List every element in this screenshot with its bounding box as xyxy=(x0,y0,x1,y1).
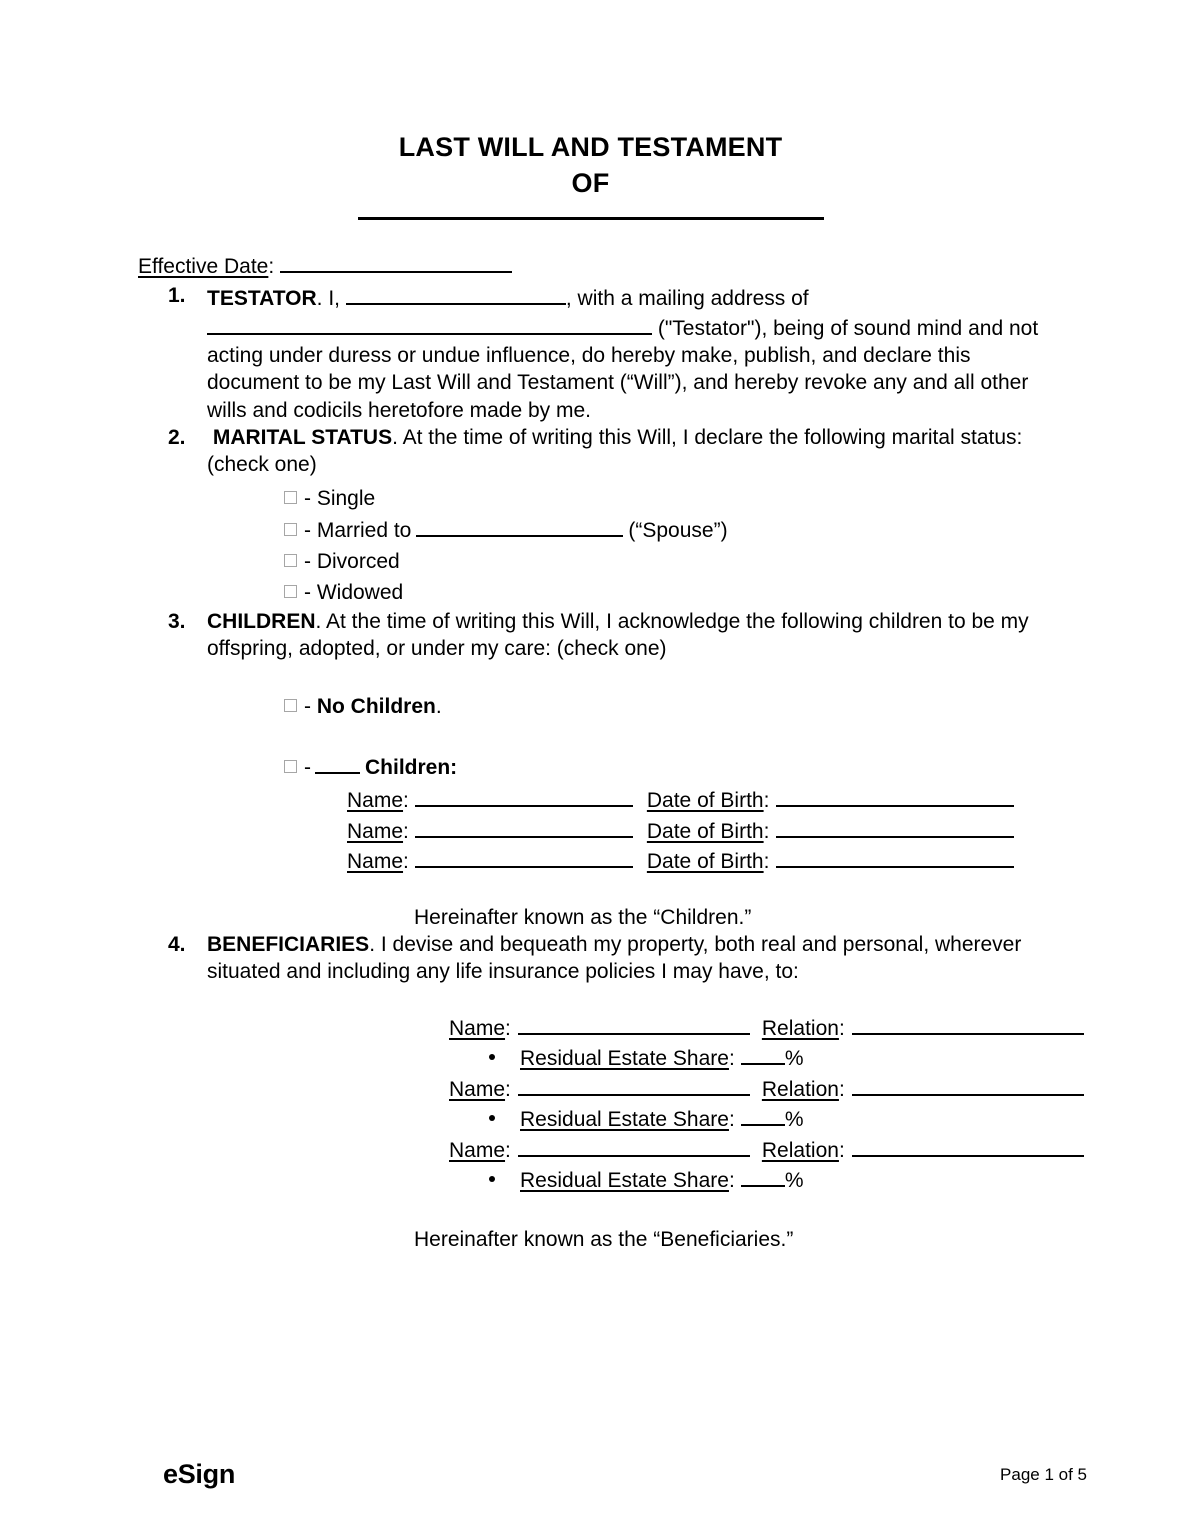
beneficiary-name-row xyxy=(449,1012,1181,1043)
clause-testator-text-d: and not acting under duress or undue influence, do hereby make, publish, and declare this document to be my Last Will and Testament (“Will”), and hereby revoke any and all other wills and codicils heretofore made by me. xyxy=(207,316,1039,422)
testator-name-blank[interactable] xyxy=(346,282,566,305)
marital-option-spouse-suffix: (“Spouse”) xyxy=(628,518,728,542)
clause-beneficiaries xyxy=(0,931,1181,1253)
beneficiary-relation-colon: : xyxy=(838,1077,845,1101)
beneficiary-name-row xyxy=(449,1134,1181,1165)
clause-testator xyxy=(0,282,1181,424)
beneficiary-share-percent: % xyxy=(784,1108,804,1132)
clause-testator-heading: TESTATOR xyxy=(207,286,317,310)
children-option-none[interactable] xyxy=(284,693,1181,721)
clause-testator-text-a: . I, xyxy=(316,286,341,310)
children-count-blank[interactable] xyxy=(315,751,360,774)
clause-testator-text-b: , with a mailing address of xyxy=(565,286,809,310)
clause-beneficiaries-heading: BENEFICIARIES xyxy=(207,933,370,957)
marital-option-widowed-label: - Widowed xyxy=(304,580,404,604)
effective-date-row xyxy=(138,250,1181,281)
beneficiary-share-label: Residual Estate Share xyxy=(520,1108,729,1132)
beneficiary-relation-label: Relation xyxy=(761,1077,839,1101)
beneficiary-relation-blank[interactable] xyxy=(852,1134,1084,1157)
children-option-none-label: No Children xyxy=(316,694,436,718)
beneficiary-name-label: Name xyxy=(449,1077,506,1101)
beneficiary-rows xyxy=(449,1012,1181,1195)
beneficiary-share-blank[interactable] xyxy=(741,1164,785,1187)
child-row xyxy=(347,784,1181,815)
spacer xyxy=(207,721,1181,751)
clause-children-body xyxy=(207,608,1181,663)
child-dob-label: Date of Birth xyxy=(646,789,764,813)
child-dob-colon: : xyxy=(763,819,770,843)
children-option-count[interactable] xyxy=(284,751,1181,782)
clause-list xyxy=(0,282,1181,1253)
marital-option-widowed[interactable] xyxy=(284,577,1181,608)
beneficiary-name-colon: : xyxy=(505,1016,511,1040)
effective-date-label: Effective Date xyxy=(138,255,269,279)
testator-name-title-blank[interactable] xyxy=(358,217,824,220)
checkbox-icon[interactable] xyxy=(284,554,297,567)
child-name-blank[interactable] xyxy=(415,845,633,868)
beneficiary-share-label: Residual Estate Share xyxy=(520,1169,729,1193)
checkbox-icon[interactable] xyxy=(284,585,297,598)
child-name-label: Name xyxy=(347,789,404,813)
clause-marital-status xyxy=(0,424,1181,608)
document-title-block xyxy=(0,0,1181,220)
beneficiary-name-colon: : xyxy=(505,1138,511,1162)
bullet-icon xyxy=(489,1115,495,1121)
clause-beneficiaries-body xyxy=(207,931,1181,986)
beneficiary-relation-blank[interactable] xyxy=(852,1012,1084,1035)
beneficiary-share-colon: : xyxy=(728,1047,735,1071)
beneficiary-share-blank[interactable] xyxy=(741,1042,785,1065)
clause-children-heading: CHILDREN xyxy=(207,609,316,633)
clause-number-1: 1. xyxy=(168,283,186,307)
beneficiary-name-blank[interactable] xyxy=(518,1134,750,1157)
clause-number-4: 4. xyxy=(168,933,186,957)
page-footer xyxy=(0,1450,1181,1490)
child-name-colon: : xyxy=(403,789,409,813)
child-name-label: Name xyxy=(347,819,404,843)
children-option-count-dash: - xyxy=(304,755,311,779)
child-dob-blank[interactable] xyxy=(776,845,1014,868)
child-dob-label: Date of Birth xyxy=(646,850,764,874)
beneficiary-share-row xyxy=(489,1103,1181,1134)
children-detail-rows xyxy=(347,784,1181,876)
children-option-none-period: . xyxy=(435,694,442,718)
beneficiary-relation-colon: : xyxy=(838,1138,845,1162)
checkbox-icon[interactable] xyxy=(284,760,297,773)
marital-option-married[interactable] xyxy=(284,514,1181,546)
marital-option-single[interactable] xyxy=(284,483,1181,514)
spouse-name-blank[interactable] xyxy=(416,514,623,537)
beneficiary-relation-label: Relation xyxy=(761,1016,839,1040)
beneficiary-share-row xyxy=(489,1042,1181,1073)
beneficiary-share-row xyxy=(489,1164,1181,1195)
beneficiary-share-percent: % xyxy=(784,1169,804,1193)
beneficiary-name-blank[interactable] xyxy=(518,1012,750,1035)
marital-option-married-label: - Married to xyxy=(304,518,412,542)
marital-option-divorced-label: - Divorced xyxy=(304,549,400,573)
child-name-blank[interactable] xyxy=(415,815,633,838)
beneficiary-name-colon: : xyxy=(505,1077,511,1101)
testator-address-blank[interactable] xyxy=(207,312,652,335)
checkbox-icon[interactable] xyxy=(284,699,297,712)
checkbox-icon[interactable] xyxy=(284,523,297,536)
bullet-icon xyxy=(489,1176,495,1182)
child-row xyxy=(347,815,1181,846)
beneficiaries-hereinafter-text: Hereinafter known as the “Beneficiaries.” xyxy=(414,1227,794,1251)
clause-marital-status-heading: MARITAL STATUS xyxy=(212,426,393,450)
children-hereinafter-text: Hereinafter known as the “Children.” xyxy=(414,905,752,929)
beneficiary-share-blank[interactable] xyxy=(741,1103,785,1126)
title-name-blank-wrapper xyxy=(0,217,1181,220)
children-option-count-label: Children xyxy=(365,755,451,779)
page-number: Page 1 of 5 xyxy=(1000,1465,1087,1484)
brand-logo: eSign xyxy=(163,1459,236,1489)
beneficiary-relation-colon: : xyxy=(838,1016,845,1040)
title-line-2: OF xyxy=(571,167,610,198)
child-dob-colon: : xyxy=(763,850,770,874)
clause-marital-status-text: . At the time of writing this Will, I declare the following marital status: (check one) xyxy=(207,426,1023,477)
beneficiary-name-blank[interactable] xyxy=(518,1073,750,1096)
clause-children xyxy=(0,608,1181,931)
bullet-icon xyxy=(489,1054,495,1060)
child-name-colon: : xyxy=(403,850,409,874)
clause-number-2: 2. xyxy=(168,426,186,450)
beneficiary-share-percent: % xyxy=(784,1047,804,1071)
clause-marital-status-body xyxy=(207,424,1181,479)
clause-beneficiaries-text: . I devise and bequeath my property, both real and personal, wherever situated and including any life insurance policies I may have, to: xyxy=(207,933,1022,984)
clause-testator-text-c: ("Testator"), being of sound mind xyxy=(657,316,963,340)
beneficiary-relation-blank[interactable] xyxy=(852,1073,1084,1096)
child-dob-blank[interactable] xyxy=(776,784,1014,807)
child-name-colon: : xyxy=(403,819,409,843)
beneficiary-name-row xyxy=(449,1073,1181,1104)
beneficiary-share-colon: : xyxy=(728,1169,735,1193)
child-name-blank[interactable] xyxy=(415,784,633,807)
child-name-label: Name xyxy=(347,850,404,874)
effective-date-colon: : xyxy=(268,255,275,279)
children-option-count-colon: : xyxy=(450,755,458,779)
clause-children-text: . At the time of writing this Will, I acknowledge the following children to be my offspring, adopted, or under my care: (check one) xyxy=(207,609,1029,661)
child-row xyxy=(347,845,1181,876)
beneficiary-relation-label: Relation xyxy=(761,1138,839,1162)
beneficiary-name-label: Name xyxy=(449,1138,506,1162)
beneficiary-name-label: Name xyxy=(449,1016,506,1040)
title-line-1: LAST WILL AND TESTAMENT xyxy=(398,132,783,162)
marital-status-options xyxy=(207,483,1181,608)
clause-testator-body xyxy=(207,282,1181,424)
effective-date-input-blank[interactable] xyxy=(280,250,512,273)
clause-number-3: 3. xyxy=(168,609,186,633)
checkbox-icon[interactable] xyxy=(284,491,297,504)
child-dob-label: Date of Birth xyxy=(646,819,764,843)
marital-option-divorced[interactable] xyxy=(284,546,1181,577)
beneficiary-share-colon: : xyxy=(728,1108,735,1132)
page-title xyxy=(0,130,1181,201)
marital-option-single-label: - Single xyxy=(304,486,376,510)
child-dob-blank[interactable] xyxy=(776,815,1014,838)
beneficiary-share-label: Residual Estate Share xyxy=(520,1047,729,1071)
children-option-none-dash: - xyxy=(304,694,311,718)
child-dob-colon: : xyxy=(763,789,770,813)
children-options xyxy=(207,693,1181,931)
